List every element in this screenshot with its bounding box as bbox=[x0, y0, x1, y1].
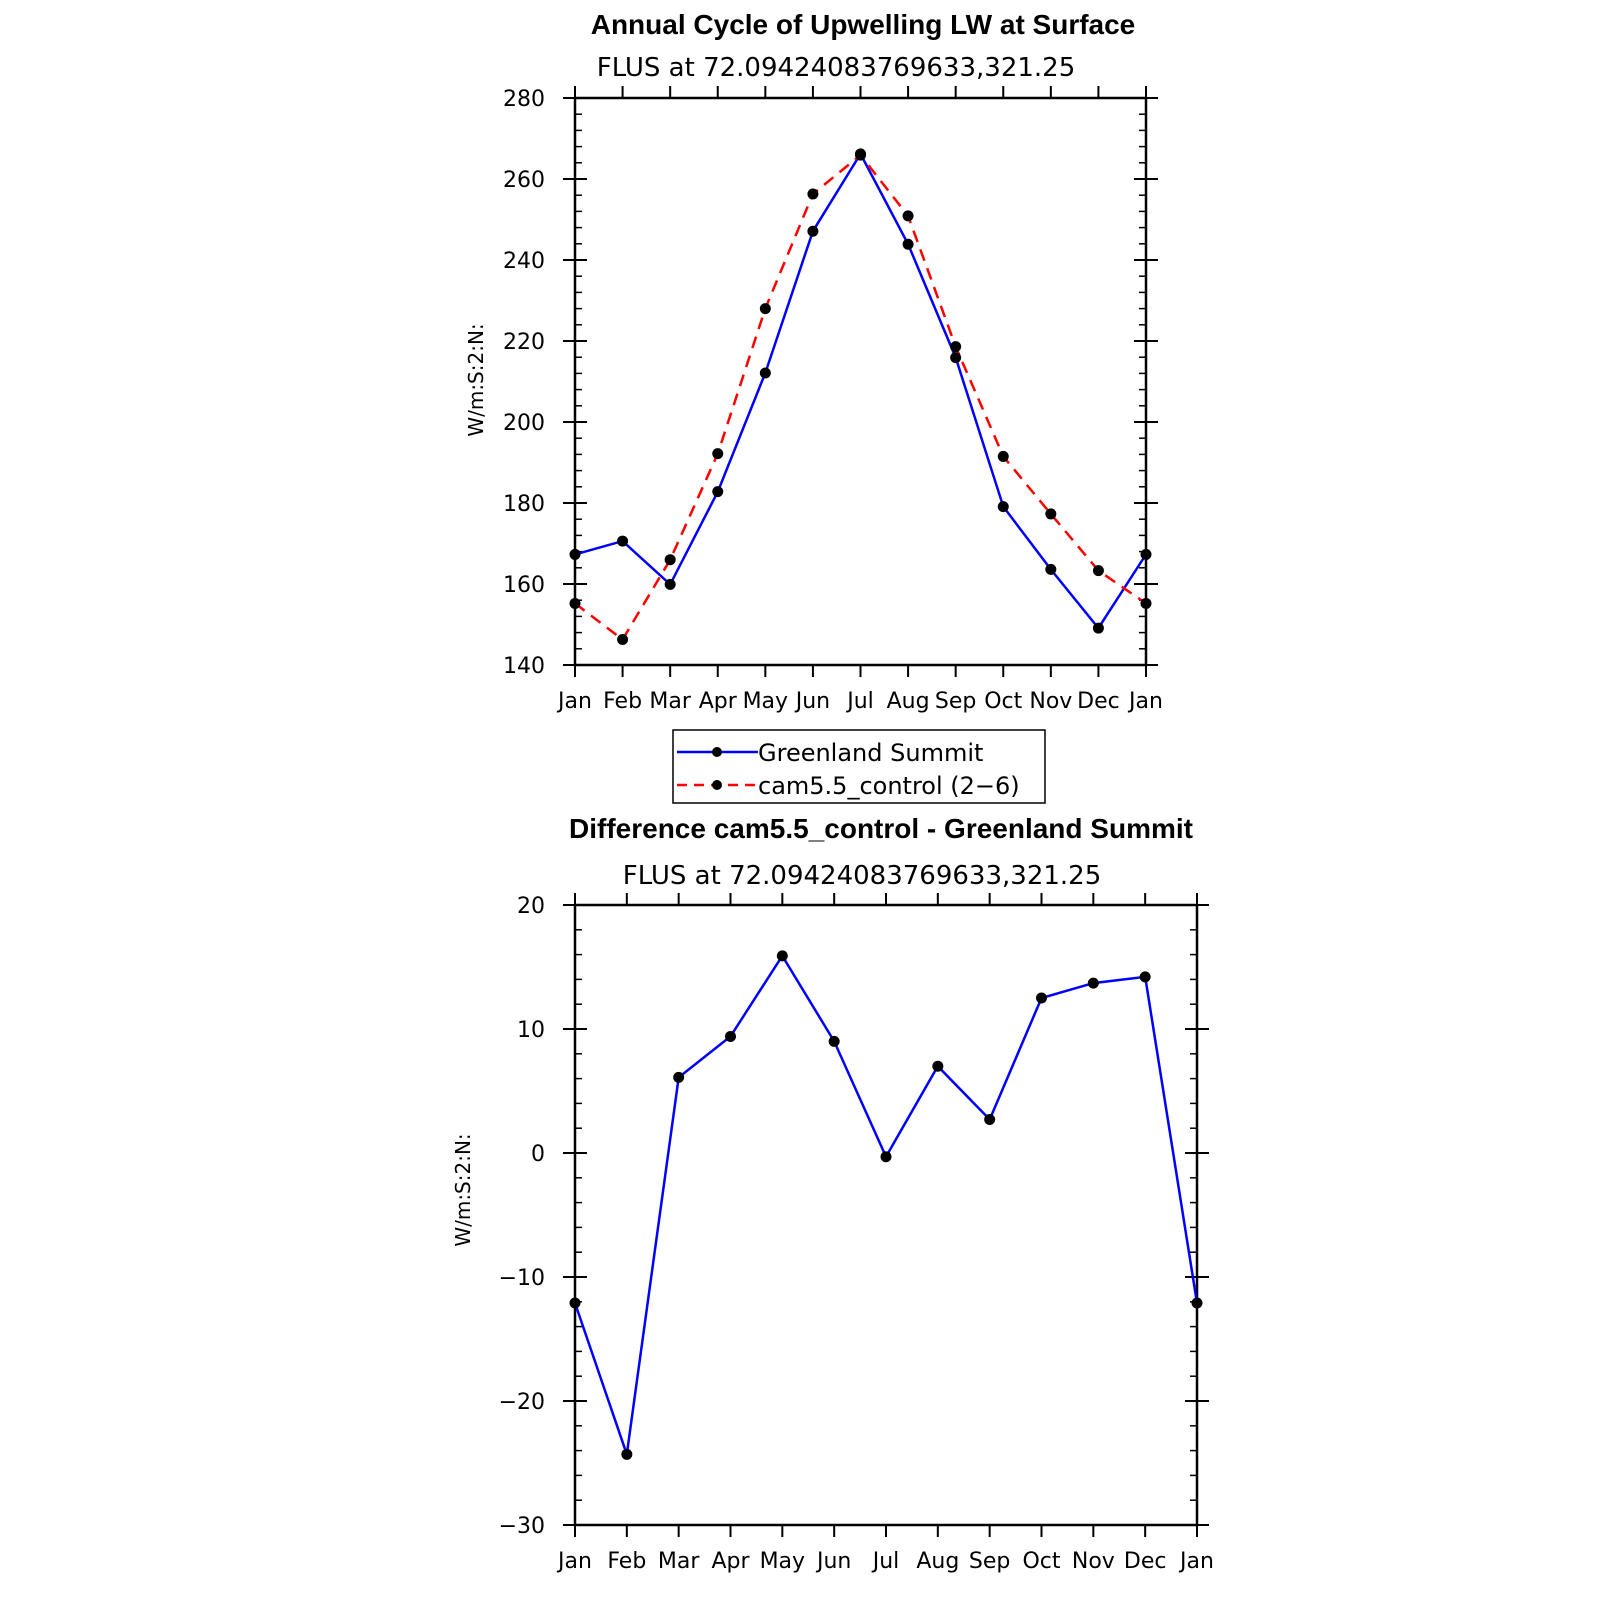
data-point-0 bbox=[932, 1061, 943, 1072]
chart-title: Annual Cycle of Upwelling LW at Surface bbox=[590, 9, 1136, 40]
legend bbox=[673, 730, 1045, 803]
plot-frame bbox=[575, 905, 1197, 1525]
x-tick-label: Jun bbox=[795, 689, 831, 714]
data-point-0 bbox=[1036, 993, 1047, 1004]
x-tick-label: Jan bbox=[558, 689, 592, 714]
series-line-0 bbox=[575, 154, 1146, 628]
legend-label-cam55: cam5.5_control (2−6) bbox=[758, 772, 1020, 800]
data-point-0 bbox=[570, 1298, 581, 1309]
x-tick-label: Apr bbox=[698, 689, 737, 714]
data-point-0 bbox=[903, 239, 914, 250]
data-point-0 bbox=[1140, 971, 1151, 982]
y-tick-label: −10 bbox=[498, 1266, 545, 1291]
x-tick-label: Jul bbox=[847, 689, 874, 714]
x-tick-label: Jun bbox=[816, 1549, 852, 1574]
x-tick-label: Feb bbox=[603, 689, 643, 714]
legend-label-greenland: Greenland Summit bbox=[758, 739, 984, 767]
data-point-0 bbox=[829, 1036, 840, 1047]
data-point-0 bbox=[777, 950, 788, 961]
y-tick-label: 20 bbox=[517, 894, 545, 919]
y-tick-label: 0 bbox=[531, 1142, 545, 1167]
y-tick-label: 160 bbox=[503, 573, 545, 598]
data-point-0 bbox=[673, 1072, 684, 1083]
data-point-1 bbox=[1093, 565, 1104, 576]
y-tick-label: 200 bbox=[503, 411, 545, 436]
data-point-0 bbox=[760, 367, 771, 378]
data-point-0 bbox=[807, 226, 818, 237]
x-tick-label: Jan bbox=[558, 1549, 592, 1574]
data-point-0 bbox=[984, 1114, 995, 1125]
x-tick-label: Dec bbox=[1123, 1549, 1167, 1574]
annual-cycle-chart bbox=[464, 9, 1163, 803]
y-axis-label: W/m:S:2:N: bbox=[464, 323, 488, 437]
chart-subtitle: FLUS at 72.09424083769633,321.25 bbox=[622, 861, 1102, 891]
data-point-1 bbox=[665, 554, 676, 565]
x-tick-label: Jan bbox=[1129, 689, 1163, 714]
data-point-0 bbox=[1045, 564, 1056, 575]
y-axis-label: W/m:S:2:N: bbox=[451, 1133, 475, 1247]
x-tick-label: Sep bbox=[934, 689, 977, 714]
data-point-1 bbox=[570, 598, 581, 609]
data-point-1 bbox=[807, 188, 818, 199]
data-point-0 bbox=[712, 486, 723, 497]
y-tick-label: 280 bbox=[503, 87, 545, 112]
x-tick-label: Sep bbox=[968, 1549, 1011, 1574]
data-point-0 bbox=[725, 1031, 736, 1042]
x-tick-label: Mar bbox=[649, 689, 691, 714]
data-point-0 bbox=[950, 352, 961, 363]
x-tick-label: Oct bbox=[1022, 1549, 1061, 1574]
x-tick-label: Oct bbox=[984, 689, 1023, 714]
y-tick-label: 10 bbox=[517, 1018, 545, 1043]
plot-area bbox=[499, 893, 1214, 1574]
data-point-1 bbox=[998, 451, 1009, 462]
plot-area bbox=[503, 86, 1163, 714]
chart-subtitle: FLUS at 72.09424083769633,321.25 bbox=[596, 53, 1076, 83]
data-point-1 bbox=[1045, 508, 1056, 519]
x-tick-label: Feb bbox=[607, 1549, 647, 1574]
data-point-0 bbox=[881, 1151, 892, 1162]
x-tick-label: Aug bbox=[886, 689, 930, 714]
data-point-1 bbox=[760, 303, 771, 314]
y-tick-label: 220 bbox=[503, 330, 545, 355]
data-point-0 bbox=[665, 579, 676, 590]
data-point-0 bbox=[1093, 623, 1104, 634]
data-point-0 bbox=[1088, 978, 1099, 989]
x-tick-label: Dec bbox=[1077, 689, 1120, 714]
legend-marker-cam55 bbox=[712, 780, 722, 790]
x-tick-label: Apr bbox=[711, 1549, 750, 1574]
y-tick-label: −20 bbox=[498, 1390, 545, 1415]
data-point-1 bbox=[1141, 598, 1152, 609]
legend-marker-greenland bbox=[712, 747, 722, 757]
data-point-0 bbox=[1141, 549, 1152, 560]
difference-chart bbox=[451, 813, 1214, 1574]
x-tick-label: Nov bbox=[1071, 1549, 1115, 1574]
data-point-1 bbox=[712, 448, 723, 459]
data-point-1 bbox=[950, 341, 961, 352]
x-tick-label: Aug bbox=[916, 1549, 960, 1574]
x-tick-label: Jul bbox=[872, 1549, 900, 1574]
series-line-1 bbox=[575, 155, 1146, 639]
data-point-0 bbox=[621, 1449, 632, 1460]
data-point-0 bbox=[617, 536, 628, 547]
data-point-0 bbox=[998, 501, 1009, 512]
x-tick-label: Nov bbox=[1029, 689, 1073, 714]
y-tick-label: 180 bbox=[503, 492, 545, 517]
y-tick-label: 140 bbox=[503, 654, 545, 679]
x-tick-label: May bbox=[759, 1549, 806, 1574]
x-tick-label: May bbox=[742, 689, 789, 714]
data-point-1 bbox=[903, 210, 914, 221]
y-tick-label: 240 bbox=[503, 249, 545, 274]
y-tick-label: −30 bbox=[498, 1514, 545, 1539]
data-point-0 bbox=[570, 549, 581, 560]
data-point-0 bbox=[1192, 1298, 1203, 1309]
series-line-0 bbox=[575, 956, 1197, 1455]
chart-title: Difference cam5.5_control - Greenland Summit bbox=[569, 813, 1193, 844]
data-point-1 bbox=[617, 634, 628, 645]
x-tick-label: Mar bbox=[657, 1549, 700, 1574]
data-point-1 bbox=[855, 150, 866, 161]
y-tick-label: 260 bbox=[503, 168, 545, 193]
x-tick-label: Jan bbox=[1180, 1549, 1214, 1574]
